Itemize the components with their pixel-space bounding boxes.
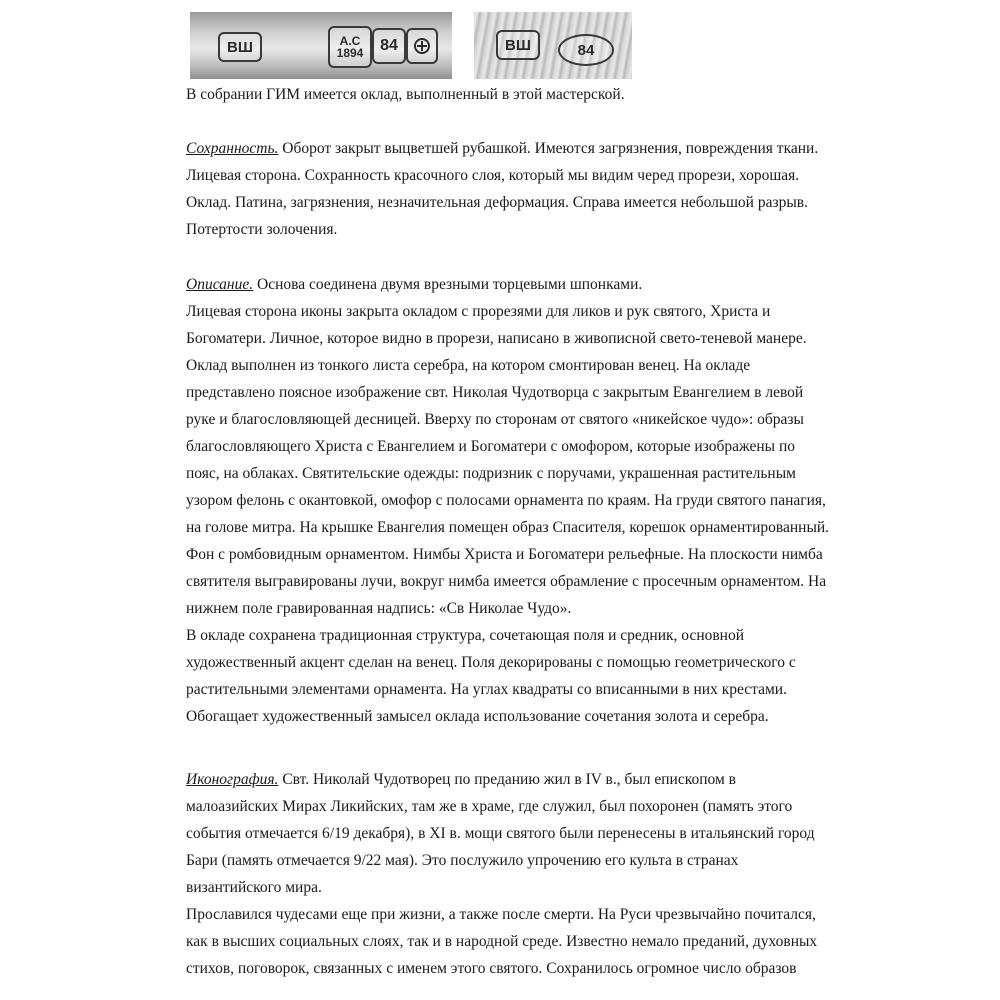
city-emblem-stamp bbox=[406, 28, 438, 64]
description-text: Основа соединена двумя врезными торцевыми шпонками. bbox=[253, 276, 643, 293]
iconography-line: Бари (память отмечается 9/22 мая). Это послужило упрочению его культа в странах bbox=[186, 852, 739, 869]
emblem-icon bbox=[413, 37, 431, 55]
iconography-line: малоазийских Мирах Ликийских, там же в храме, где служил, был похоронен (память этого bbox=[186, 798, 793, 815]
preservation-line: Потертости золочения. bbox=[186, 221, 338, 238]
preservation-heading: Сохранность. bbox=[186, 140, 279, 157]
assay-year: 1894 bbox=[336, 46, 364, 60]
description-line: Обогащает художественный замысел оклада использование сочетания золота и серебра. bbox=[186, 708, 769, 725]
purity-stamp-2: 84 bbox=[558, 34, 614, 66]
assay-year-stamp bbox=[328, 26, 372, 68]
purity-stamp: 84 bbox=[372, 28, 406, 64]
description-line: Оклад выполнен из тонкого листа серебра, на котором смонтирован венец. На окладе bbox=[186, 357, 751, 374]
description-line: пояс, на облаках. Святительские одежды: подризник с поручами, украшенная растительным bbox=[186, 465, 796, 482]
description-line: благословляющего Христа с Евангелием и Богоматери с омофором, которые изображены по bbox=[186, 438, 795, 455]
description-line: Лицевая сторона иконы закрыта окладом с прорезями для ликов и рук святого, Христа и bbox=[186, 303, 771, 320]
description-line: художественный акцент сделан на венец. Поля декорированы с помощью геометрического с bbox=[186, 654, 796, 671]
caption-text: В собрании ГИМ имеется оклад, выполненный в этой мастерской. bbox=[186, 86, 625, 103]
iconography-text: Свт. Николай Чудотворец по преданию жил в IV в., был епископом в bbox=[278, 771, 736, 788]
description-heading: Описание. bbox=[186, 276, 254, 293]
iconography-line bbox=[186, 766, 866, 793]
description-line: Богоматери. Личное, которое видно в прорези, написано в живописной свето-теневой манере. bbox=[186, 330, 807, 347]
hallmark-photo-left bbox=[190, 12, 452, 79]
description-line: Фон с ромбовидным орнаментом. Нимбы Христа и Богоматери рельефные. На плоскости нимба bbox=[186, 546, 823, 563]
preservation-line: Оклад. Патина, загрязнения, незначительная деформация. Справа имеется небольшой разрыв. bbox=[186, 194, 808, 211]
iconography-line: как в высших социальных слоях, так и в народной среде. Известно немало преданий, духовных bbox=[186, 933, 818, 950]
hallmark-photo-right bbox=[474, 12, 632, 79]
assay-initials: А.С bbox=[339, 34, 361, 48]
preservation-section bbox=[186, 135, 866, 243]
master-stamp: ВШ bbox=[218, 32, 262, 62]
description-line: растительными элементами орнамента. На углах квадраты со вписанными в них крестами. bbox=[186, 681, 787, 698]
description-line: святителя выгравированы лучи, вокруг нимба имеется обрамление с просечным орнаментом. На bbox=[186, 573, 827, 590]
iconography-line: Прославился чудесами еще при жизни, а также после смерти. На Руси чрезвычайно почитался, bbox=[186, 906, 816, 923]
description-line: на голове митра. На крышке Евангелия помещен образ Спасителя, корешок орнаментированный. bbox=[186, 519, 830, 536]
iconography-line: события отмечается 6/19 декабря), в XI в. мощи святого были перенесены в итальянский город bbox=[186, 825, 815, 842]
description-section bbox=[186, 271, 866, 730]
description-line: представлено поясное изображение свт. Николая Чудотворца с закрытым Евангелием в левой bbox=[186, 384, 804, 401]
description-line bbox=[186, 271, 866, 298]
iconography-line: стихов, поговорок, связанных с именем этого святого. Сохранилось огромное число образов bbox=[186, 960, 797, 977]
iconography-section bbox=[186, 766, 866, 982]
description-line: нижнем поле гравированная надпись: «Св Николае Чудо». bbox=[186, 600, 572, 617]
description-line: руке и благословляющей десницей. Вверху по сторонам от святого «никейское чудо»: образы bbox=[186, 411, 804, 428]
preservation-line: Лицевая сторона. Сохранность красочного слоя, который мы видим черед прорези, хорошая. bbox=[186, 167, 800, 184]
iconography-line: византийского мира. bbox=[186, 879, 322, 896]
preservation-text: Оборот закрыт выцветшей рубашкой. Имеются загрязнения, повреждения ткани. bbox=[278, 140, 819, 157]
preservation-line bbox=[186, 135, 866, 162]
master-stamp-2: ВШ bbox=[496, 30, 540, 60]
description-line: узором фелонь с окантовкой, омофор с полосами орнамента по краям. На груди святого панагия, bbox=[186, 492, 826, 509]
description-line: В окладе сохранена традиционная структура, сочетающая поля и средник, основной bbox=[186, 627, 745, 644]
photo-caption bbox=[186, 81, 866, 108]
iconography-heading: Иконография. bbox=[186, 771, 279, 788]
